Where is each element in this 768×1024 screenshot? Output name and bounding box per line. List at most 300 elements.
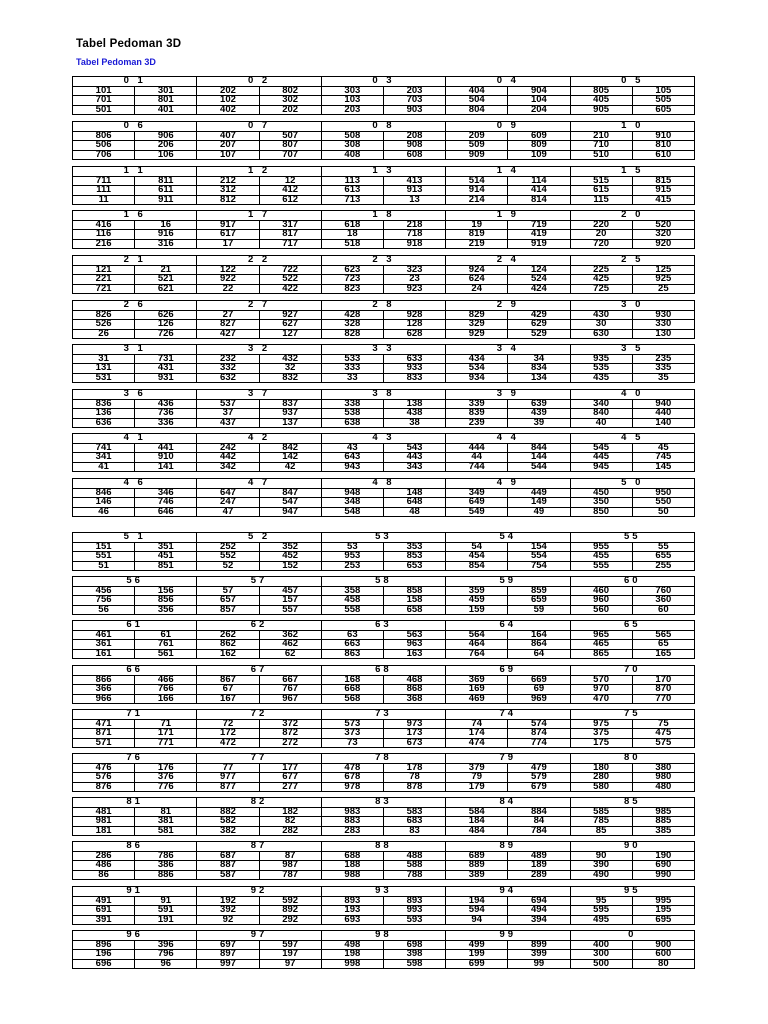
table-row: [73, 649, 695, 659]
block-number-label: 3 3: [321, 345, 445, 355]
number-cell: 927: [259, 310, 321, 320]
number-cell: 760: [632, 586, 694, 596]
number-cell: 77: [197, 763, 259, 773]
number-cell: 39: [508, 418, 570, 428]
number-cell: 349: [446, 488, 508, 498]
number-cell: 435: [570, 373, 632, 383]
number-cell: 175: [570, 738, 632, 748]
number-cell: 806: [73, 131, 135, 141]
number-cell: 796: [135, 950, 197, 960]
number-cell: 823: [321, 284, 383, 294]
group-header-row: [73, 754, 695, 764]
number-cell: 605: [632, 105, 694, 115]
number-cell: 152: [259, 561, 321, 571]
table-row: [73, 220, 695, 230]
block-number-label: 4 8: [321, 479, 445, 489]
number-cell: 156: [135, 586, 197, 596]
number-cell: 13: [383, 195, 445, 205]
number-cell: 286: [73, 851, 135, 861]
table-row: [73, 141, 695, 151]
number-cell: 462: [259, 640, 321, 650]
number-cell: 834: [508, 364, 570, 374]
number-cell: 165: [632, 649, 694, 659]
number-cell: 214: [446, 195, 508, 205]
number-cell: 385: [632, 826, 694, 836]
number-cell: 576: [73, 773, 135, 783]
table-row: [73, 364, 695, 374]
number-cell: 353: [383, 542, 445, 552]
number-cell: 694: [508, 896, 570, 906]
number-cell: 391: [73, 915, 135, 925]
block-number-label: 3 4: [446, 345, 570, 355]
number-cell: 571: [73, 738, 135, 748]
number-cell: 498: [321, 940, 383, 950]
block-number-label: 0 6: [73, 122, 197, 132]
number-cell: 173: [383, 729, 445, 739]
number-cell: 507: [259, 131, 321, 141]
number-cell: 615: [570, 186, 632, 196]
number-cell: 60: [632, 605, 694, 615]
number-cell: 381: [135, 817, 197, 827]
number-cell: 948: [321, 488, 383, 498]
number-cell: 551: [73, 552, 135, 562]
number-cell: 585: [570, 807, 632, 817]
number-cell: 255: [632, 561, 694, 571]
number-cell: 812: [197, 195, 259, 205]
table-row: [73, 685, 695, 695]
number-cell: 169: [446, 685, 508, 695]
block-number-label: 65: [570, 621, 695, 631]
table-row: [73, 586, 695, 596]
number-cell: 466: [135, 675, 197, 685]
block-number-label: 64: [446, 621, 570, 631]
number-cell: 49: [508, 507, 570, 517]
block-number-label: 88: [321, 842, 445, 852]
number-cell: 209: [446, 131, 508, 141]
number-cell: 64: [508, 649, 570, 659]
number-cell: 61: [135, 630, 197, 640]
number-cell: 106: [135, 150, 197, 160]
number-cell: 151: [73, 542, 135, 552]
table-row: [73, 418, 695, 428]
block-number-label: 5 2: [197, 533, 321, 543]
number-cell: 97: [259, 959, 321, 969]
number-cell: 442: [197, 453, 259, 463]
number-cell: 918: [383, 239, 445, 249]
number-cell: 46: [73, 507, 135, 517]
number-cell: 218: [383, 220, 445, 230]
number-cell: 668: [321, 685, 383, 695]
number-cell: 978: [321, 782, 383, 792]
block-number-label: 4 6: [73, 479, 197, 489]
block-number-label: 63: [321, 621, 445, 631]
number-cell: 34: [508, 354, 570, 364]
number-cell: 696: [73, 959, 135, 969]
number-group-table: [72, 300, 695, 339]
number-group-table: [72, 665, 695, 704]
number-cell: 923: [383, 284, 445, 294]
table-row: [73, 498, 695, 508]
number-cell: 955: [570, 542, 632, 552]
number-cell: 191: [135, 915, 197, 925]
number-cell: 609: [508, 131, 570, 141]
number-cell: 669: [508, 675, 570, 685]
number-cell: 960: [570, 596, 632, 606]
number-cell: 770: [632, 694, 694, 704]
number-cell: 436: [135, 399, 197, 409]
number-cell: 859: [508, 586, 570, 596]
number-cell: 538: [321, 409, 383, 419]
number-cell: 20: [570, 230, 632, 240]
number-cell: 399: [508, 950, 570, 960]
number-group-table: [72, 620, 695, 659]
block-number-label: 59: [446, 577, 570, 587]
number-cell: 390: [570, 861, 632, 871]
number-cell: 352: [259, 542, 321, 552]
number-cell: 408: [321, 150, 383, 160]
number-cell: 914: [446, 186, 508, 196]
number-cell: 833: [383, 373, 445, 383]
number-cell: 853: [383, 552, 445, 562]
number-cell: 771: [135, 738, 197, 748]
number-cell: 598: [383, 959, 445, 969]
block-number-label: 2 9: [446, 301, 570, 311]
number-cell: 719: [508, 220, 570, 230]
number-cell: 940: [632, 399, 694, 409]
number-cell: 252: [197, 542, 259, 552]
table-row: [73, 640, 695, 650]
number-cell: 414: [508, 186, 570, 196]
number-cell: 537: [197, 399, 259, 409]
number-cell: 579: [508, 773, 570, 783]
group-header-row: [73, 345, 695, 355]
number-cell: 17: [197, 239, 259, 249]
block-number-label: 95: [570, 887, 695, 897]
number-cell: 434: [446, 354, 508, 364]
number-cell: 332: [197, 364, 259, 374]
number-cell: 130: [632, 329, 694, 339]
number-cell: 887: [197, 861, 259, 871]
table-row: [73, 105, 695, 115]
number-cell: 480: [632, 782, 694, 792]
number-cell: 343: [383, 462, 445, 472]
number-cell: 114: [508, 176, 570, 186]
number-cell: 382: [197, 826, 259, 836]
number-cell: 582: [197, 817, 259, 827]
number-cell: 937: [259, 409, 321, 419]
number-cell: 581: [135, 826, 197, 836]
number-cell: 904: [508, 86, 570, 96]
block-number-label: 55: [570, 533, 695, 543]
number-cell: 176: [135, 763, 197, 773]
block-number-label: 0 9: [446, 122, 570, 132]
number-group-table: [72, 753, 695, 792]
table-row: [73, 773, 695, 783]
number-cell: 22: [197, 284, 259, 294]
block-number-label: 68: [321, 666, 445, 676]
number-cell: 451: [135, 552, 197, 562]
number-cell: 801: [135, 96, 197, 106]
number-cell: 649: [446, 498, 508, 508]
number-cell: 419: [508, 230, 570, 240]
number-cell: 445: [570, 453, 632, 463]
number-cell: 134: [508, 373, 570, 383]
number-cell: 341: [73, 453, 135, 463]
number-cell: 221: [73, 275, 135, 285]
number-cell: 441: [135, 443, 197, 453]
number-cell: 508: [321, 131, 383, 141]
group-header-row: [73, 256, 695, 266]
number-group-table: [72, 797, 695, 836]
number-cell: 980: [632, 773, 694, 783]
number-cell: 574: [508, 719, 570, 729]
block-number-label: 0 1: [73, 77, 197, 87]
number-cell: 74: [446, 719, 508, 729]
table-row: [73, 453, 695, 463]
number-cell: 190: [632, 851, 694, 861]
number-cell: 731: [135, 354, 197, 364]
number-cell: 204: [508, 105, 570, 115]
number-cell: 401: [135, 105, 197, 115]
number-cell: 329: [446, 320, 508, 330]
number-cell: 500: [570, 959, 632, 969]
number-cell: 832: [259, 373, 321, 383]
number-cell: 23: [383, 275, 445, 285]
number-cell: 857: [197, 605, 259, 615]
number-cell: 529: [508, 329, 570, 339]
number-cell: 893: [383, 896, 445, 906]
table-row: [73, 950, 695, 960]
table-row: [73, 409, 695, 419]
table-row: [73, 807, 695, 817]
group-header-row: [73, 77, 695, 87]
number-cell: 316: [135, 239, 197, 249]
number-cell: 428: [321, 310, 383, 320]
number-cell: 69: [508, 685, 570, 695]
number-cell: 489: [508, 851, 570, 861]
group-header-row: [73, 931, 695, 941]
number-cell: 983: [321, 807, 383, 817]
number-cell: 193: [321, 906, 383, 916]
number-cell: 202: [197, 86, 259, 96]
table-row: [73, 596, 695, 606]
number-cell: 422: [259, 284, 321, 294]
number-cell: 929: [446, 329, 508, 339]
number-cell: 456: [73, 586, 135, 596]
table-row: [73, 320, 695, 330]
number-cell: 490: [570, 870, 632, 880]
number-cell: 868: [383, 685, 445, 695]
number-cell: 973: [383, 719, 445, 729]
number-cell: 693: [321, 915, 383, 925]
number-cell: 75: [632, 719, 694, 729]
number-cell: 172: [197, 729, 259, 739]
block-number-label: 97: [197, 931, 321, 941]
number-cell: 925: [632, 275, 694, 285]
number-cell: 159: [446, 605, 508, 615]
number-cell: 481: [73, 807, 135, 817]
number-cell: 600: [632, 950, 694, 960]
number-cell: 993: [383, 906, 445, 916]
block-number-label: 4 2: [197, 434, 321, 444]
number-cell: 140: [632, 418, 694, 428]
number-cell: 580: [570, 782, 632, 792]
number-cell: 12: [259, 176, 321, 186]
number-cell: 896: [73, 940, 135, 950]
number-group-table: [72, 930, 695, 969]
number-cell: 593: [383, 915, 445, 925]
number-cell: 474: [446, 738, 508, 748]
number-cell: 339: [446, 399, 508, 409]
number-group-table: [72, 389, 695, 428]
number-cell: 212: [197, 176, 259, 186]
number-cell: 550: [632, 498, 694, 508]
number-cell: 450: [570, 488, 632, 498]
number-cell: 809: [508, 141, 570, 151]
number-cell: 882: [197, 807, 259, 817]
number-cell: 836: [73, 399, 135, 409]
block-number-label: 2 5: [570, 256, 695, 266]
number-cell: 491: [73, 896, 135, 906]
number-cell: 375: [570, 729, 632, 739]
table-row: [73, 826, 695, 836]
number-cell: 30: [570, 320, 632, 330]
block-number-label: 2 2: [197, 256, 321, 266]
number-cell: 930: [632, 310, 694, 320]
number-cell: 826: [73, 310, 135, 320]
number-cell: 876: [73, 782, 135, 792]
number-cell: 977: [197, 773, 259, 783]
number-cell: 182: [259, 807, 321, 817]
number-cell: 104: [508, 96, 570, 106]
block-number-label: 4 7: [197, 479, 321, 489]
number-cell: 65: [632, 640, 694, 650]
number-cell: 415: [632, 195, 694, 205]
number-cell: 547: [259, 498, 321, 508]
number-cell: 115: [570, 195, 632, 205]
number-cell: 911: [135, 195, 197, 205]
number-cell: 198: [321, 950, 383, 960]
number-cell: 141: [135, 462, 197, 472]
block-number-label: 0 3: [321, 77, 445, 87]
number-cell: 969: [508, 694, 570, 704]
group-header-row: [73, 301, 695, 311]
number-cell: 158: [383, 596, 445, 606]
number-cell: 565: [632, 630, 694, 640]
number-cell: 679: [508, 782, 570, 792]
number-cell: 745: [632, 453, 694, 463]
number-cell: 438: [383, 409, 445, 419]
number-cell: 50: [632, 507, 694, 517]
block-number-label: 60: [570, 577, 695, 587]
number-cell: 42: [259, 462, 321, 472]
number-cell: 35: [632, 373, 694, 383]
table-row: [73, 265, 695, 275]
number-cell: 455: [570, 552, 632, 562]
group-header-row: [73, 798, 695, 808]
number-cell: 312: [197, 186, 259, 196]
number-cell: 373: [321, 729, 383, 739]
number-group-table: [72, 433, 695, 472]
number-cell: 717: [259, 239, 321, 249]
number-cell: 552: [197, 552, 259, 562]
number-cell: 73: [321, 738, 383, 748]
number-cell: 967: [259, 694, 321, 704]
number-cell: 900: [632, 940, 694, 950]
number-cell: 597: [259, 940, 321, 950]
number-cell: 18: [321, 230, 383, 240]
number-cell: 767: [259, 685, 321, 695]
number-cell: 116: [73, 230, 135, 240]
block-number-label: 0 7: [197, 122, 321, 132]
number-cell: 810: [632, 141, 694, 151]
number-cell: 910: [632, 131, 694, 141]
number-cell: 471: [73, 719, 135, 729]
number-cell: 83: [383, 826, 445, 836]
number-cell: 53: [321, 542, 383, 552]
number-cell: 883: [321, 817, 383, 827]
number-cell: 636: [73, 418, 135, 428]
number-cell: 892: [259, 906, 321, 916]
number-cell: 711: [73, 176, 135, 186]
number-cell: 24: [446, 284, 508, 294]
number-cell: 899: [508, 940, 570, 950]
table-row: [73, 763, 695, 773]
number-cell: 839: [446, 409, 508, 419]
block-number-label: 1 0: [570, 122, 695, 132]
number-cell: 340: [570, 399, 632, 409]
block-number-label: 3 0: [570, 301, 695, 311]
number-cell: 166: [135, 694, 197, 704]
number-cell: 348: [321, 498, 383, 508]
number-cell: 963: [383, 640, 445, 650]
number-cell: 710: [570, 141, 632, 151]
number-cell: 350: [570, 498, 632, 508]
number-cell: 78: [383, 773, 445, 783]
number-cell: 127: [259, 329, 321, 339]
number-cell: 844: [508, 443, 570, 453]
number-cell: 802: [259, 86, 321, 96]
number-cell: 301: [135, 86, 197, 96]
block-number-label: 89: [446, 842, 570, 852]
block-number-label: 71: [73, 710, 197, 720]
number-cell: 953: [321, 552, 383, 562]
number-cell: 626: [135, 310, 197, 320]
number-cell: 659: [508, 596, 570, 606]
number-group-table: [72, 532, 695, 571]
number-cell: 358: [321, 586, 383, 596]
number-cell: 518: [321, 239, 383, 249]
number-cell: 725: [570, 284, 632, 294]
number-cell: 161: [73, 649, 135, 659]
number-cell: 396: [135, 940, 197, 950]
number-cell: 59: [508, 605, 570, 615]
number-cell: 535: [570, 364, 632, 374]
number-cell: 549: [446, 507, 508, 517]
number-cell: 359: [446, 586, 508, 596]
number-group-table: [72, 886, 695, 925]
number-cell: 628: [383, 329, 445, 339]
number-cell: 621: [135, 284, 197, 294]
number-cell: 323: [383, 265, 445, 275]
number-cell: 570: [570, 675, 632, 685]
block-number-label: 92: [197, 887, 321, 897]
number-cell: 837: [259, 399, 321, 409]
number-cell: 333: [321, 364, 383, 374]
number-cell: 62: [259, 649, 321, 659]
number-cell: 149: [508, 498, 570, 508]
table-row: [73, 561, 695, 571]
